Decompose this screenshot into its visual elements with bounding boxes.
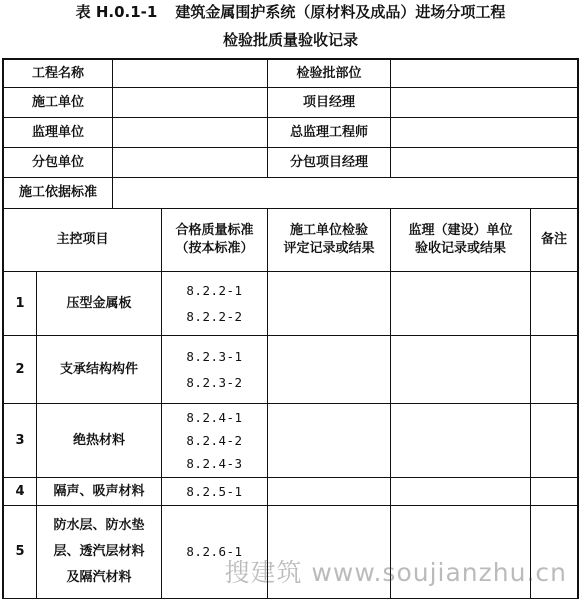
supervision-unit-value xyxy=(113,118,267,147)
standard-clause: 8.2.2-1 xyxy=(186,282,243,298)
row-number: 5 xyxy=(15,544,25,559)
row-item-name xyxy=(37,506,161,598)
column-header-contractor-line2: 评定记录或结果 xyxy=(283,241,375,256)
column-header-supervisor-line2: 验收记录或结果 xyxy=(414,241,506,256)
table-code: 表 H.0.1-1 xyxy=(75,3,158,21)
column-header-supervisor-line1: 监理（建设）单位 xyxy=(408,223,513,238)
column-header-standard xyxy=(162,209,267,271)
row-standard-clauses xyxy=(162,272,267,335)
inspection-part-value xyxy=(391,60,577,87)
project-name-label: 工程名称 xyxy=(31,65,84,81)
project-name-value xyxy=(113,60,267,87)
row-item-name-line: 隔声、吸声材料 xyxy=(53,483,145,499)
grid-line xyxy=(2,598,579,599)
sub-project-manager-value xyxy=(391,148,577,177)
row-number: 1 xyxy=(15,295,25,311)
row-number: 2 xyxy=(15,361,25,377)
column-header-main-item: 主控项目 xyxy=(56,232,109,247)
row-standard-clauses xyxy=(162,404,267,477)
inspection-part-label: 检验批部位 xyxy=(296,65,362,81)
subcontractor-label: 分包单位 xyxy=(31,154,84,170)
column-header-standard-line1: 合格质量标准 xyxy=(175,223,254,238)
table-code-and-title xyxy=(0,3,581,21)
grid-line xyxy=(577,58,579,599)
row-item-name xyxy=(37,478,161,505)
column-header-contractor-line1: 施工单位检验 xyxy=(289,223,368,238)
row-number: 3 xyxy=(15,432,25,448)
row-item-name-line: 防水层、防水垫 xyxy=(53,518,145,533)
standard-clause: 8.2.4-3 xyxy=(186,456,243,471)
standard-clause: 8.2.2-2 xyxy=(186,308,243,324)
column-header-standard-line2: （按本标准） xyxy=(175,241,254,256)
chief-supervisor-label: 总监理工程师 xyxy=(289,124,368,140)
standard-clause: 8.2.3-2 xyxy=(186,374,243,390)
construction-unit-value xyxy=(113,88,267,117)
standard-basis-value xyxy=(113,178,577,208)
standard-clause: 8.2.5-1 xyxy=(186,483,243,499)
row-item-name-line: 绝热材料 xyxy=(72,432,125,448)
sub-project-manager-label: 分包项目经理 xyxy=(289,154,368,170)
column-header-supervisor xyxy=(391,209,530,271)
row-item-name-line: 及隔汽材料 xyxy=(66,570,132,585)
column-header-contractor xyxy=(268,209,390,271)
row-item-name-line: 层、透汽层材料 xyxy=(53,544,145,559)
row-standard-clauses xyxy=(162,478,267,505)
standard-clause: 8.2.3-1 xyxy=(186,348,243,364)
construction-unit-label: 施工单位 xyxy=(31,94,84,110)
standard-clause: 8.2.4-1 xyxy=(186,410,243,425)
row-item-name-line: 支承结构构件 xyxy=(59,361,138,377)
subcontractor-value xyxy=(113,148,267,177)
row-item-name xyxy=(37,336,161,403)
column-header-remarks: 备注 xyxy=(540,232,567,247)
row-item-name-line: 压型金属板 xyxy=(66,295,132,311)
title-line-2: 检验批质量验收记录 xyxy=(222,31,358,49)
title-line-1: 建筑金属围护系统（原材料及成品）进场分项工程 xyxy=(175,3,506,21)
chief-supervisor-value xyxy=(391,118,577,147)
watermark: 搜建筑 www.soujianzhu.cn xyxy=(224,558,567,587)
row-standard-clauses xyxy=(162,336,267,403)
standard-basis-label: 施工依据标准 xyxy=(18,185,97,200)
row-number: 4 xyxy=(15,483,25,499)
project-manager-label: 项目经理 xyxy=(302,94,355,110)
supervision-unit-label: 监理单位 xyxy=(31,124,84,140)
row-item-name xyxy=(37,272,161,335)
project-manager-value xyxy=(391,88,577,117)
standard-clause: 8.2.6-1 xyxy=(186,544,243,559)
standard-clause: 8.2.4-2 xyxy=(186,433,243,448)
row-item-name xyxy=(37,404,161,477)
inspection-record-table xyxy=(2,58,579,599)
